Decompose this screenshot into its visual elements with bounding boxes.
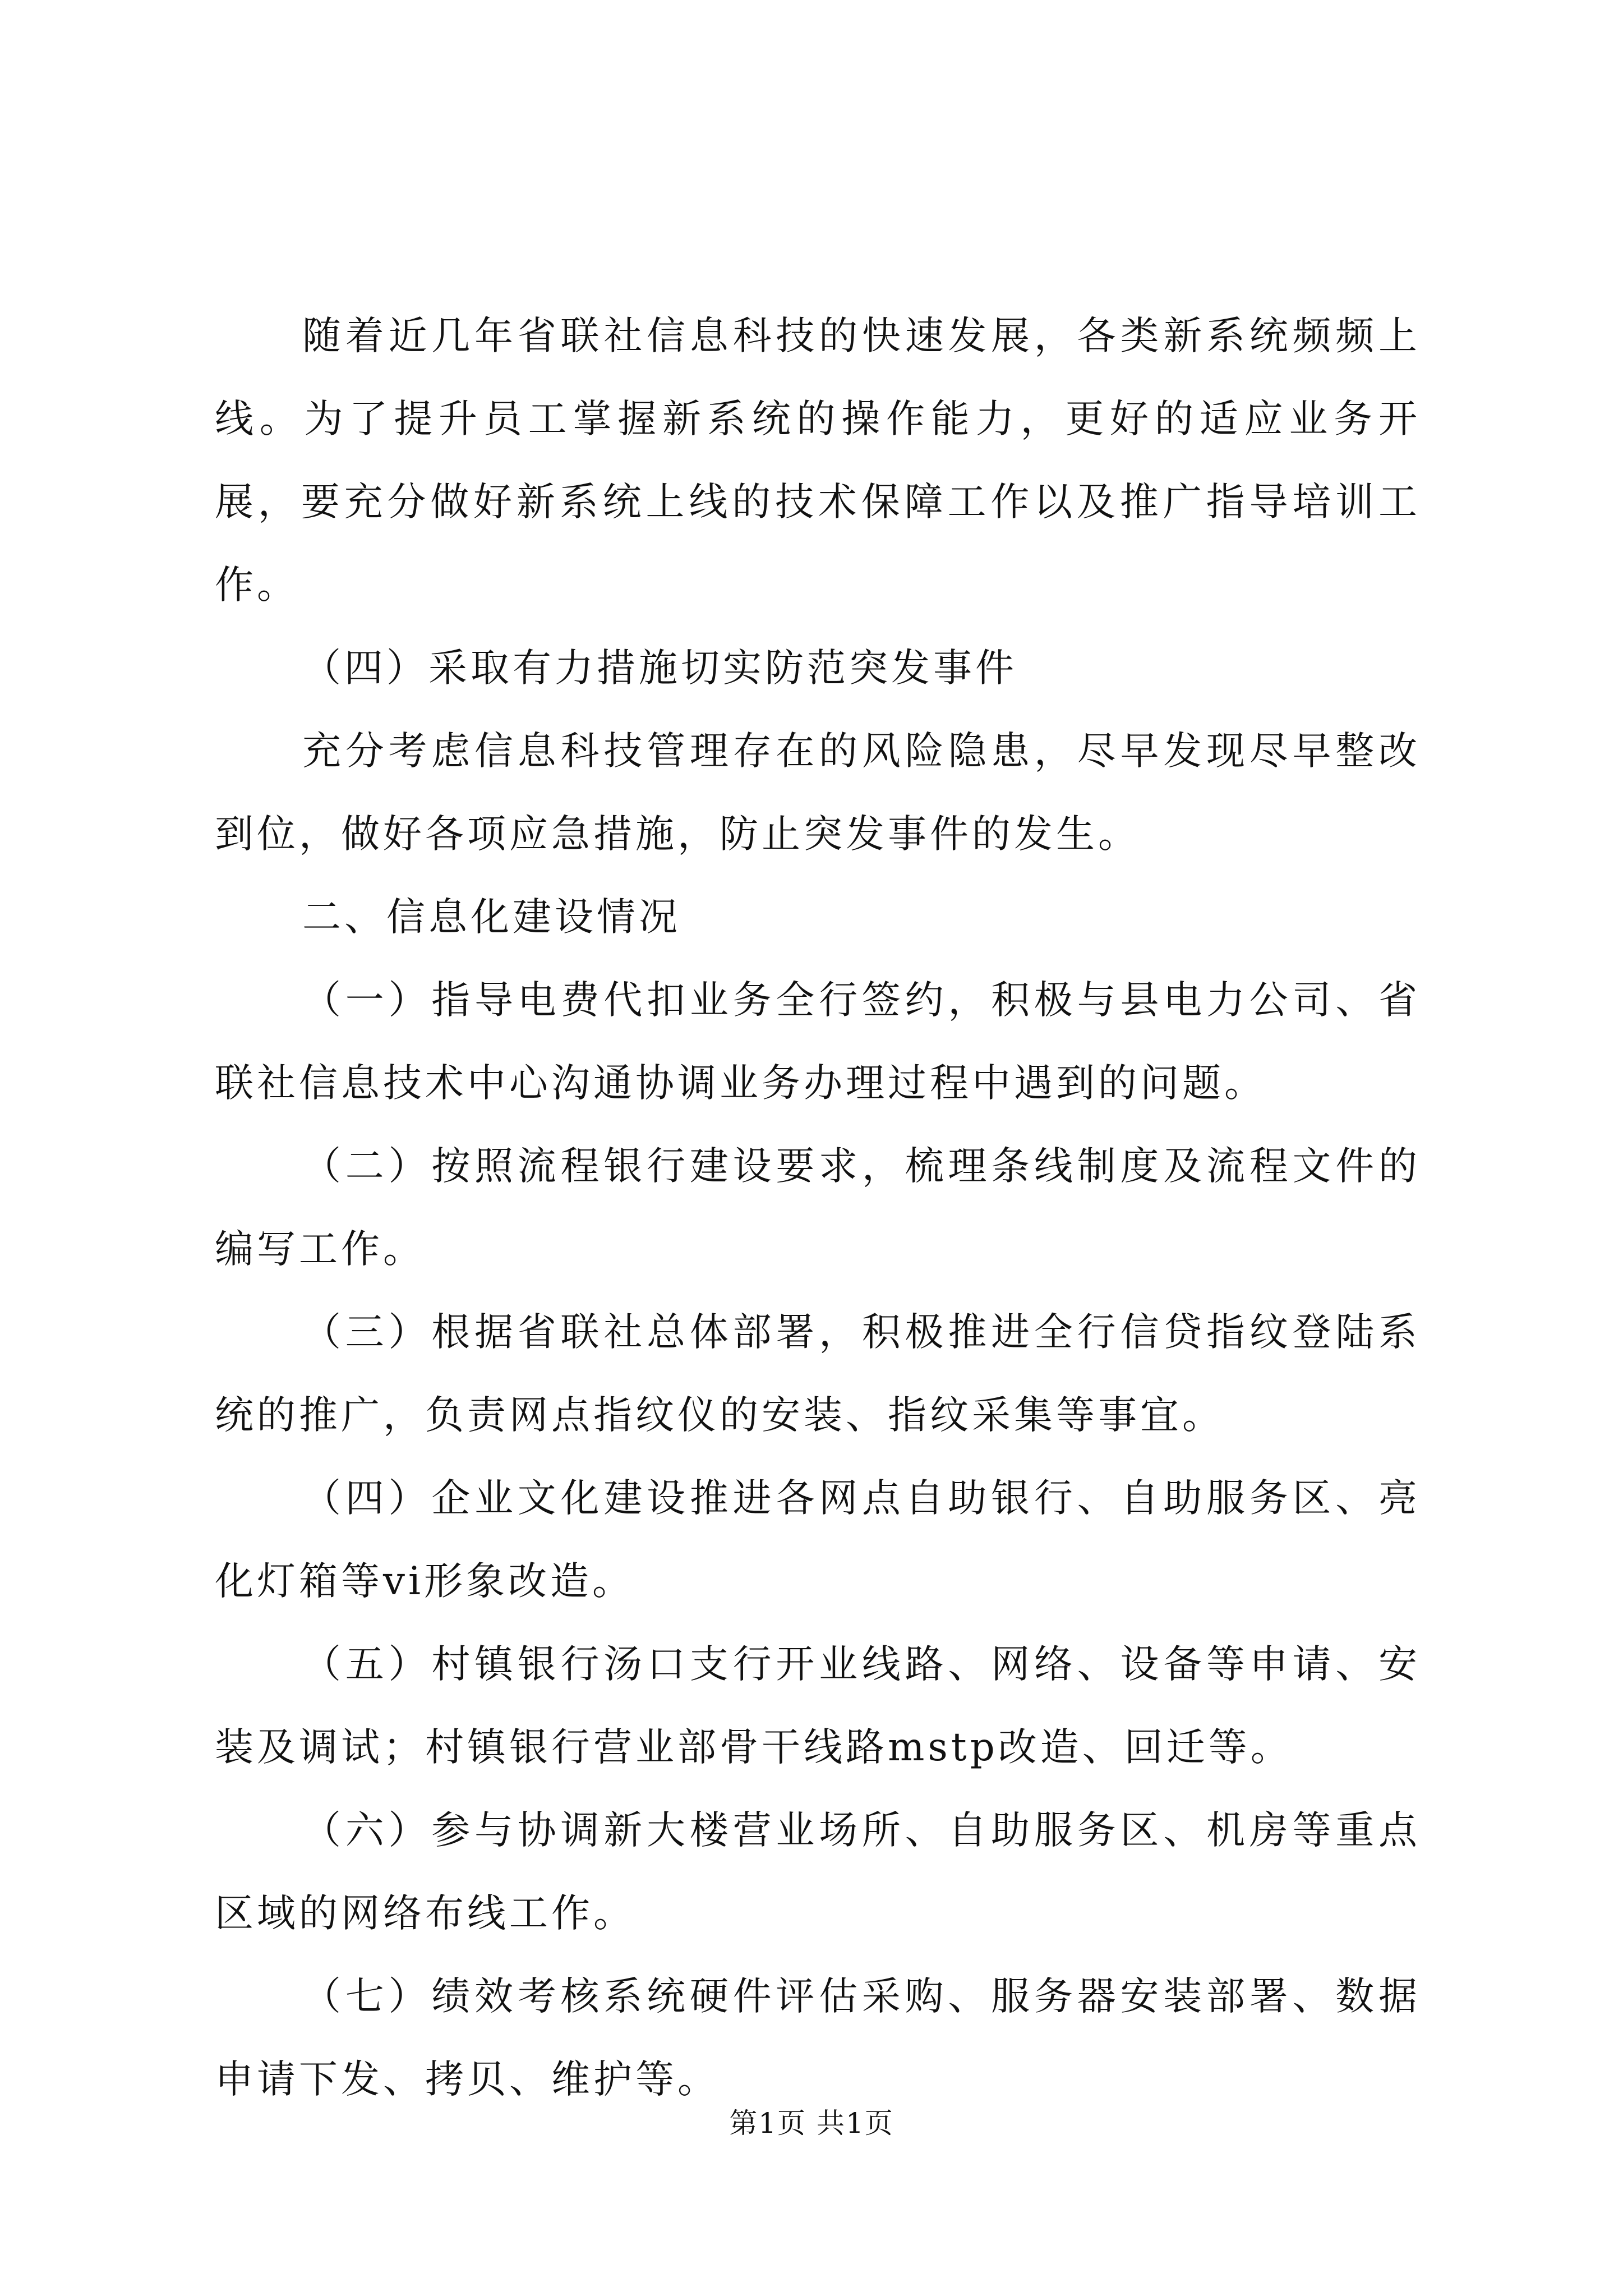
list-item-7: （七）绩效考核系统硬件评估采购、服务器安装部署、数据申请下发、拷贝、维护等。 (215, 1974, 1421, 2102)
page-footer (0, 2104, 1623, 2143)
paragraph-1: 随着近几年省联社信息科技的快速发展，各类新系统频频上线。为了提升员工掌握新系统的操作能力，更好的适应业务开展，要充分做好新系统上线的技术保障工作以及推广指导培训工作。 (215, 314, 1421, 608)
list-item-6: （六）参与协调新大楼营业场所、自助服务区、机房等重点区域的网络布线工作。 (215, 1808, 1421, 1936)
document-body (215, 295, 1421, 2121)
list-item-1: （一）指导电费代扣业务全行签约，积极与县电力公司、省联社信息技术中心沟通协调业务办理过程中遇到的问题。 (215, 978, 1421, 1106)
list-item-3: （三）根据省联社总体部署，积极推进全行信贷指纹登陆系统的推广，负责网点指纹仪的安装、指纹采集等事宜。 (215, 1310, 1421, 1438)
paragraph-2: 充分考虑信息科技管理存在的风险隐患，尽早发现尽早整改到位，做好各项应急措施，防止突发事件的发生。 (215, 729, 1421, 857)
page-number-label: 第1页 共1页 (729, 2107, 894, 2139)
section-heading-2: 二、信息化建设情况 (302, 895, 681, 940)
list-item-2: （二）按照流程银行建设要求，梳理条线制度及流程文件的编写工作。 (215, 1144, 1421, 1272)
section-heading-4: （四）采取有力措施切实防范突发事件 (302, 646, 1017, 691)
list-item-4: （四）企业文化建设推进各网点自助银行、自助服务区、亮化灯箱等vi形象改造。 (215, 1476, 1421, 1604)
list-item-5: （五）村镇银行汤口支行开业线路、网络、设备等申请、安装及调试；村镇银行营业部骨干线路mstp改造、回迁等。 (215, 1642, 1421, 1770)
